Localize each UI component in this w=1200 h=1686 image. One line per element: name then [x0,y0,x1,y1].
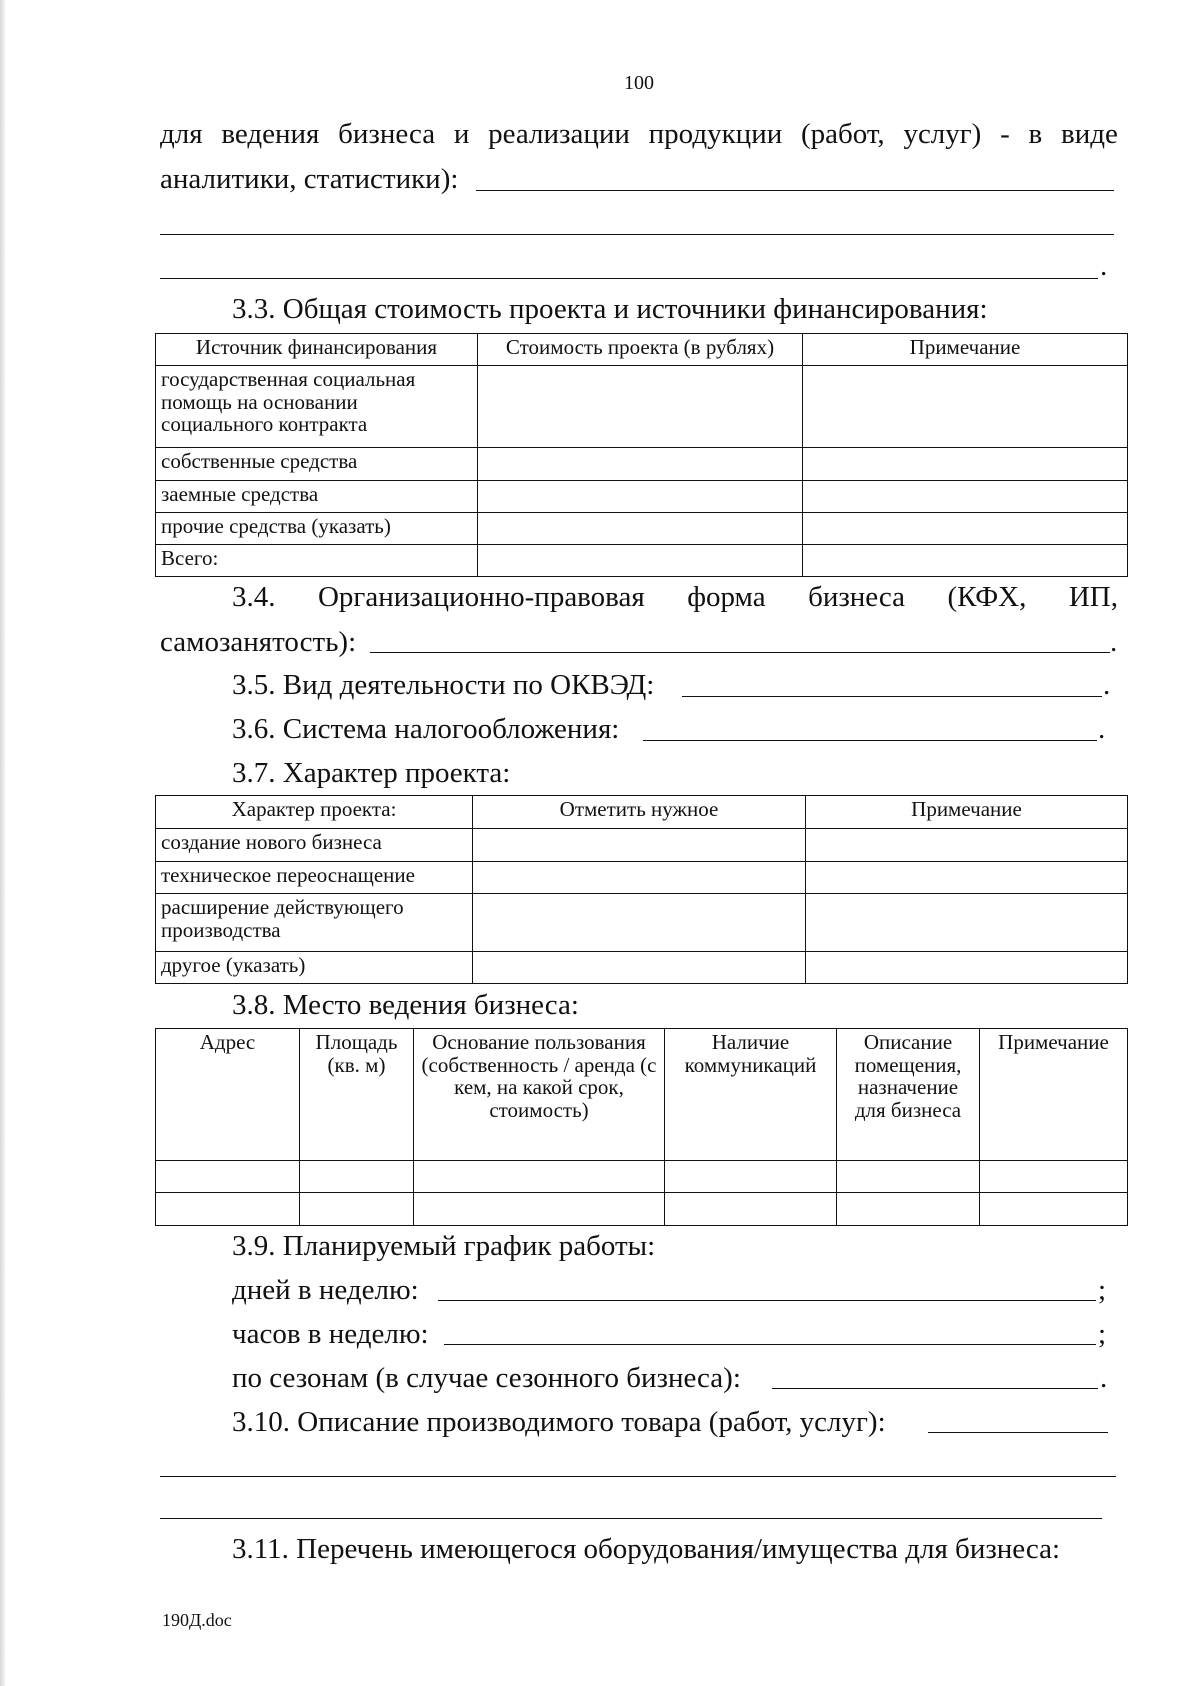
section-3-11-label: 3.11. Перечень имеющегося оборудования/имущества для бизнеса: [232,1533,1061,1565]
word: Организационно-правовая [317,581,645,613]
page-number: 100 [624,72,654,94]
financing-table [155,333,1128,577]
word: (работ, [801,118,885,150]
table-cell[interactable] [803,513,1128,545]
days-per-week-input-line[interactable] [438,1300,1096,1301]
word: для [160,118,203,150]
table-cell[interactable] [414,1161,665,1193]
row-label: Всего: [156,545,478,577]
table-row [156,481,1128,513]
word: - [1000,118,1010,150]
column-header: Примечание [980,1029,1128,1161]
table-cell[interactable] [806,952,1128,984]
column-header: Отметить нужное [473,796,806,829]
word: 3.4. [232,581,276,613]
section-3-7-title: 3.7. Характер проекта: [232,757,511,789]
section-3-6-label: 3.6. Система налогообложения: [232,713,620,745]
table-cell[interactable] [478,545,803,577]
table-cell[interactable] [478,513,803,545]
column-header: Адрес [156,1029,300,1161]
table-row [156,448,1128,481]
word: ИП, [1068,581,1118,613]
table-cell[interactable] [300,1193,414,1226]
section-3-4-line-1 [232,583,1118,612]
column-header: Площадь (кв. м) [300,1029,414,1161]
row-label: создание нового бизнеса [156,829,473,862]
table-cell[interactable] [478,366,803,448]
table-row [156,952,1128,984]
table-cell[interactable] [665,1161,837,1193]
table-cell[interactable] [806,894,1128,952]
word: услуг) [903,118,982,150]
word: виде [1061,118,1118,150]
table-cell[interactable] [806,829,1128,862]
column-header: Характер проекта: [156,796,473,829]
okved-input-line[interactable] [682,696,1102,697]
end-dot: . [1103,669,1111,701]
row-label: собственные средства [156,448,478,481]
product-description-input-line[interactable] [928,1432,1108,1433]
table-cell[interactable] [300,1161,414,1193]
table-cell[interactable] [803,481,1128,513]
table-row [156,862,1128,894]
table-cell[interactable] [980,1193,1128,1226]
column-header: Описание помещения, назначение для бизнеса [837,1029,980,1161]
business-location-table [155,1028,1128,1226]
word: и [453,118,470,150]
table-cell[interactable] [156,1193,300,1226]
blank-line[interactable] [160,234,1114,235]
table-cell[interactable] [803,366,1128,448]
table-cell[interactable] [156,1161,300,1193]
checkbox-cell[interactable] [473,894,806,952]
row-label: расширение действующего производства [156,894,473,952]
tax-system-input-line[interactable] [643,740,1097,741]
section-3-10-label: 3.10. Описание производимого товара (работ, услуг): [232,1406,886,1438]
blank-line[interactable] [160,1476,1116,1477]
table-cell[interactable] [478,448,803,481]
section-3-8-title: 3.8. Место ведения бизнеса: [232,989,579,1021]
word: бизнеса [808,581,906,613]
end-dot: . [1100,1362,1108,1394]
table-cell[interactable] [803,545,1128,577]
end-dot: . [1110,626,1118,658]
seasons-label: по сезонам (в случае сезонного бизнеса): [232,1362,741,1394]
table-cell[interactable] [478,481,803,513]
word: (КФХ, [947,581,1027,613]
row-label: государственная социальная помощь на основании социального контракта [156,366,478,448]
column-header: Источник финансирования [156,334,478,366]
semicolon: ; [1098,1318,1107,1350]
word: реализации [488,118,630,150]
end-dot: . [1098,713,1106,745]
table-cell[interactable] [806,862,1128,894]
semicolon: ; [1098,1274,1107,1306]
checkbox-cell[interactable] [473,862,806,894]
table-header-row [156,796,1128,829]
table-cell[interactable] [803,448,1128,481]
table-row [156,1161,1128,1193]
hours-per-week-label: часов в неделю: [232,1318,429,1350]
column-header: Наличие коммуникаций [665,1029,837,1161]
document-filename: 190Д.doc [162,1610,232,1630]
table-row [156,829,1128,862]
row-label: прочие средства (указать) [156,513,478,545]
table-cell[interactable] [837,1193,980,1226]
section-3-4-line-2: самозанятость): [160,626,357,658]
section-3-3-title: 3.3. Общая стоимость проекта и источники финансирования: [232,293,988,325]
row-label: техническое переоснащение [156,862,473,894]
blank-line[interactable] [160,278,1098,279]
checkbox-cell[interactable] [473,829,806,862]
table-row [156,894,1128,952]
table-cell[interactable] [980,1161,1128,1193]
blank-line[interactable] [160,1518,1102,1519]
end-dot: . [1100,250,1108,282]
table-header-row [156,334,1128,366]
table-row [156,1193,1128,1226]
section-3-9-title: 3.9. Планируемый график работы: [232,1230,656,1262]
word: продукции [648,118,783,150]
scan-edge [0,0,5,1686]
legal-form-input-line[interactable] [370,652,1110,653]
word: бизнеса [338,118,436,150]
table-row [156,366,1128,448]
intro-line-2: аналитики, статистики): [160,163,459,195]
column-header: Основание пользования (собственность / аренда (с кем, на какой срок, стоимость) [414,1029,665,1161]
checkbox-cell[interactable] [473,952,806,984]
row-label: заемные средства [156,481,478,513]
blank-line[interactable] [476,190,1114,191]
row-label: другое (указать) [156,952,473,984]
intro-line-1 [160,120,1118,149]
table-row-total [156,545,1128,577]
column-header: Примечание [806,796,1128,829]
section-3-5-label: 3.5. Вид деятельности по ОКВЭД: [232,669,655,701]
word: форма [687,581,766,613]
table-cell[interactable] [837,1161,980,1193]
table-header-row [156,1029,1128,1161]
column-header: Примечание [803,334,1128,366]
days-per-week-label: дней в неделю: [232,1274,419,1306]
column-header: Стоимость проекта (в рублях) [478,334,803,366]
table-cell[interactable] [665,1193,837,1226]
seasons-input-line[interactable] [772,1388,1098,1389]
word: в [1028,118,1043,150]
word: ведения [221,118,320,150]
hours-per-week-input-line[interactable] [444,1344,1096,1345]
table-row [156,513,1128,545]
project-type-table [155,795,1128,984]
table-cell[interactable] [414,1193,665,1226]
